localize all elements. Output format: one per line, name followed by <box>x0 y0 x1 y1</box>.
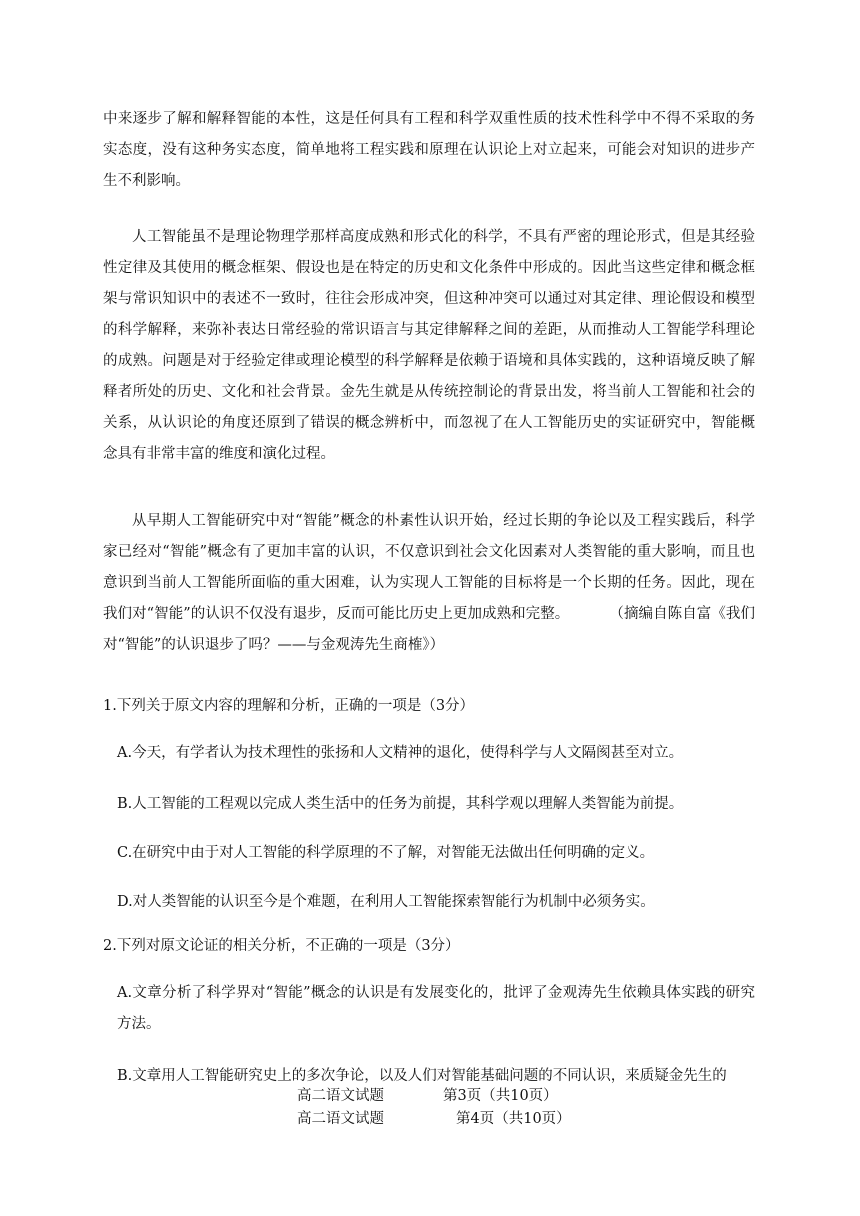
question-2-stem: 2.下列对原文论证的相关分析，不正确的一项是（3分） <box>103 938 460 954</box>
paragraph-3-text: 从早期人工智能研究中对“智能”概念的朴素性认识开始，经过长期的争论以及工程实践后，科学家已经对“智能”概念有了更加丰富的认识，不仅意识到社会文化因素对人类智能的重大影响，而且也意识到当前人工智能所面临的重大困难，认为实现人工智能的目标将是一个长期的任务。因此，现在我们对“智能”的认识不仅没有退步，反而可能比历史上更加成熟和完整。 <box>103 513 755 622</box>
paragraph-3 <box>103 506 755 661</box>
source-citation: （摘编自陈自富《我们对“智能”的认识退步了吗？——与金观涛先生商榷》） <box>103 606 755 653</box>
footer-page-number: 第3页（共10页） <box>443 1088 558 1104</box>
footer-title: 高二语文试题 <box>297 1111 384 1127</box>
question-1-option-b: B.人工智能的工程观以完成人类生活中的任务为前提，其科学观以理解人类智能为前提。 <box>117 796 684 812</box>
paragraph-continuation: 中来逐步了解和解释智能的本性，这是任何具有工程和科学双重性质的技术性科学中不得不采取的务实态度，没有这种务实态度，简单地将工程实践和原理在认识论上对立起来，可能会对知识的进步产生不利影响。 <box>103 111 755 189</box>
footer-title: 高二语文试题 <box>297 1088 384 1104</box>
question-2-option-a: A.文章分析了科学界对“智能”概念的认识是有发展变化的，批评了金观涛先生依赖具体实践的研究方法。 <box>117 985 755 1032</box>
footer-page-number: 第4页（共10页） <box>456 1111 571 1127</box>
question-1-option-a: A.今天，有学者认为技术理性的张扬和人文精神的退化，使得科学与人文隔阂甚至对立。 <box>117 745 684 761</box>
question-1-stem: 1.下列关于原文内容的理解和分析，正确的一项是（3分） <box>103 698 475 714</box>
question-1-option-d: D.对人类智能的认识至今是个难题，在利用人工智能探索智能行为机制中必须务实。 <box>117 894 655 910</box>
paragraph-2: 人工智能虽不是理论物理学那样高度成熟和形式化的科学，不具有严密的理论形式，但是其经验性定律及其使用的概念框架、假设也是在特定的历史和文化条件中形成的。因此当这些定律和概念框架与常识知识中的表述不一致时，往往会形成冲突，但这种冲突可以通过对其定律、理论假设和模型的科学解释，来弥补表达日常经验的常识语言与其定律解释之间的差距，从而推动人工智能学科理论的成熟。问题是对于经验定律或理论模型的科学解释是依赖于语境和具体实践的，这种语境反映了解释者所处的历史、文化和社会背景。金先生就是从传统控制论的背景出发，将当前人工智能和社会的关系，从认识论的角度还原到了错误的概念辨析中，而忽视了在人工智能历史的实证研究中，智能概念具有非常丰富的维度和演化过程。 <box>103 229 755 462</box>
question-2-option-b: B.文章用人工智能研究史上的多次争论，以及人们对智能基础问题的不同认识，来质疑金先生的 <box>117 1068 727 1084</box>
question-1-option-c: C.在研究中由于对人工智能的科学原理的不了解，对智能无法做出任何明确的定义。 <box>117 845 655 861</box>
